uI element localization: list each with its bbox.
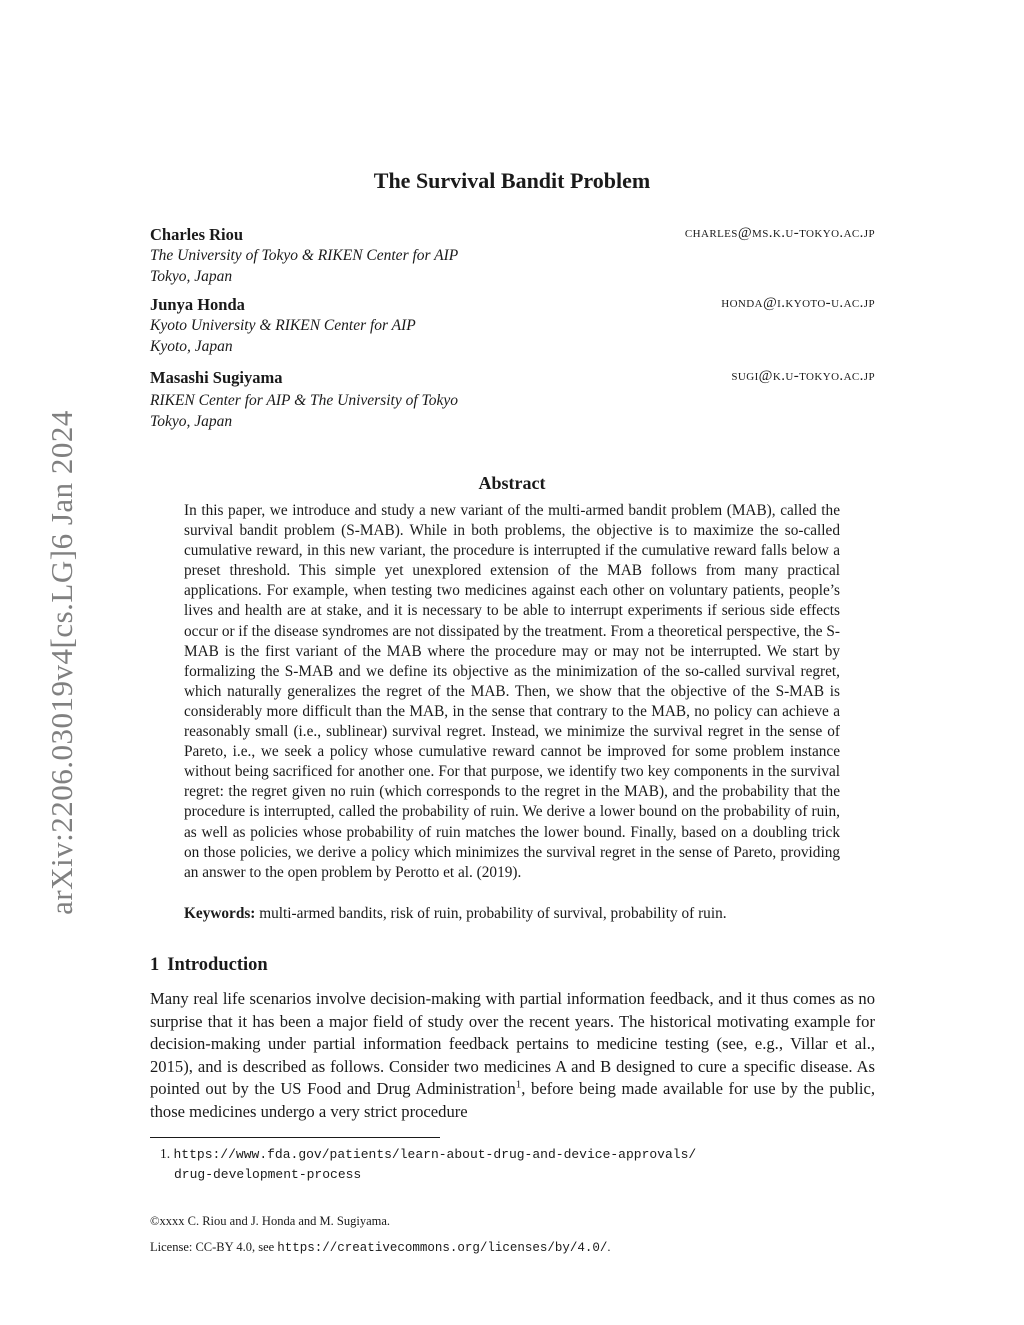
footnote-url-line2[interactable]: drug-development-process (174, 1167, 362, 1182)
author-location: Tokyo, Japan (150, 413, 233, 430)
intro-paragraph (150, 988, 875, 1124)
author-block (150, 367, 875, 432)
section-heading (150, 955, 268, 976)
paper-title: The Survival Bandit Problem (373, 168, 651, 193)
arxiv-identifier[interactable]: arXiv:2206.03019v4 (44, 648, 79, 915)
author-location: Kyoto, Japan (150, 338, 233, 355)
footnote-url-line1[interactable]: https://www.fda.gov/patients/learn-about-drug-and-device-approvals/ (173, 1147, 697, 1162)
abstract-heading: Abstract (478, 473, 546, 493)
footnote-divider (150, 1137, 440, 1138)
intro-text-part1: Many real life scenarios involve decision-making with partial information feedback, and it thus comes as no surprise that it has been a major field of study over the recent years. The historical motivating example for decision-making under partial information feedback pertains to medicine testing (see, e.g., Villar et al., 2015), and is described as follows. Consider two medicines A and B designed to cure a specific disease. As pointed out by the US Food and Drug Administration (150, 989, 875, 1099)
license-notice (150, 1240, 610, 1255)
keywords (184, 904, 840, 924)
author-email[interactable]: charles@ms.k.u-tokyo.ac.jp (684, 225, 875, 241)
author-affiliation: The University of Tokyo & RIKEN Center for AIP (150, 247, 459, 264)
license-url[interactable]: https://creativecommons.org/licenses/by/4.0/ (277, 1241, 608, 1255)
author-name: Masashi Sugiyama (150, 368, 283, 387)
author-block (150, 224, 875, 287)
author-block (150, 294, 875, 357)
keywords-label: Keywords: (184, 905, 256, 922)
arxiv-date: 6 Jan 2024 (44, 410, 79, 550)
arxiv-category: [cs.LG] (44, 549, 79, 649)
section-number: 1 (150, 955, 160, 975)
license-prefix: License: CC-BY 4.0, see (150, 1240, 278, 1254)
author-name: Junya Honda (150, 295, 245, 314)
intro-text-part2: , before being made available for use by the public, those medicines undergo a very strict procedure (150, 1079, 875, 1121)
abstract-text: In this paper, we introduce and study a new variant of the multi-armed bandit problem (MAB), called the survival bandit problem (S-MAB). While in both problems, the objective is to maximize the so-called cumulative reward, in this new variant, the procedure is interrupted if the cumulative reward falls below a preset threshold. This simple yet unexplored extension of the MAB follows from many practical applications. For example, when testing two medicines against each other on voluntary patients, people’s lives and health are at stake, and it is necessary to be able to interrupt experiments if serious side effects occur or if the disease syndromes are not dissipated by the treatment. From a theoretical perspective, the S-MAB is the first variant of the MAB where the procedure may or may not be interrupted. We start by formalizing the S-MAB and we define its objective as the minimization of the so-called survival regret, which naturally generalizes the regret of the MAB. Then, we show that the objective of the S-MAB is considerably more difficult than the MAB, in the sense that contrary to the MAB, no policy can achieve a reasonably small (i.e., sublinear) survival regret. Instead, we minimize the survival regret in the sense of Pareto, i.e., we seek a policy whose cumulative reward cannot be improved for some problem instance without being sacrificed for another one. For that purpose, we identify two key components in the survival regret: the regret given no ruin (which corresponds to the regret in the MAB), and the probability that the procedure is interrupted, called the probability of ruin. We derive a lower bound on the probability of ruin, as well as policies whose probability of ruin matches the lower bound. Finally, based on a doubling trick on those policies, we derive a policy which minimizes the survival regret in the sense of Pareto, providing an answer to the open problem by Perotto et al. (2019). (184, 502, 840, 881)
copyright-notice: ©xxxx C. Riou and J. Honda and M. Sugiyama. (150, 1214, 391, 1228)
author-location: Tokyo, Japan (150, 268, 233, 285)
arxiv-stamp (22, 0, 102, 1325)
author-name: Charles Riou (150, 225, 244, 244)
footnote-number: 1. (160, 1146, 171, 1161)
author-email[interactable]: sugi@k.u-tokyo.ac.jp (731, 368, 875, 384)
license-suffix: . (607, 1240, 611, 1254)
author-affiliation: RIKEN Center for AIP & The University of Tokyo (150, 392, 458, 409)
section-title: Introduction (167, 955, 268, 975)
author-email[interactable]: honda@i.kyoto-u.ac.jp (721, 295, 875, 311)
footnote-marker[interactable]: 1 (515, 1078, 522, 1091)
author-affiliation: Kyoto University & RIKEN Center for AIP (150, 317, 416, 334)
footnote (160, 1144, 860, 1184)
keywords-list: multi-armed bandits, risk of ruin, probability of survival, probability of ruin. (259, 905, 727, 922)
